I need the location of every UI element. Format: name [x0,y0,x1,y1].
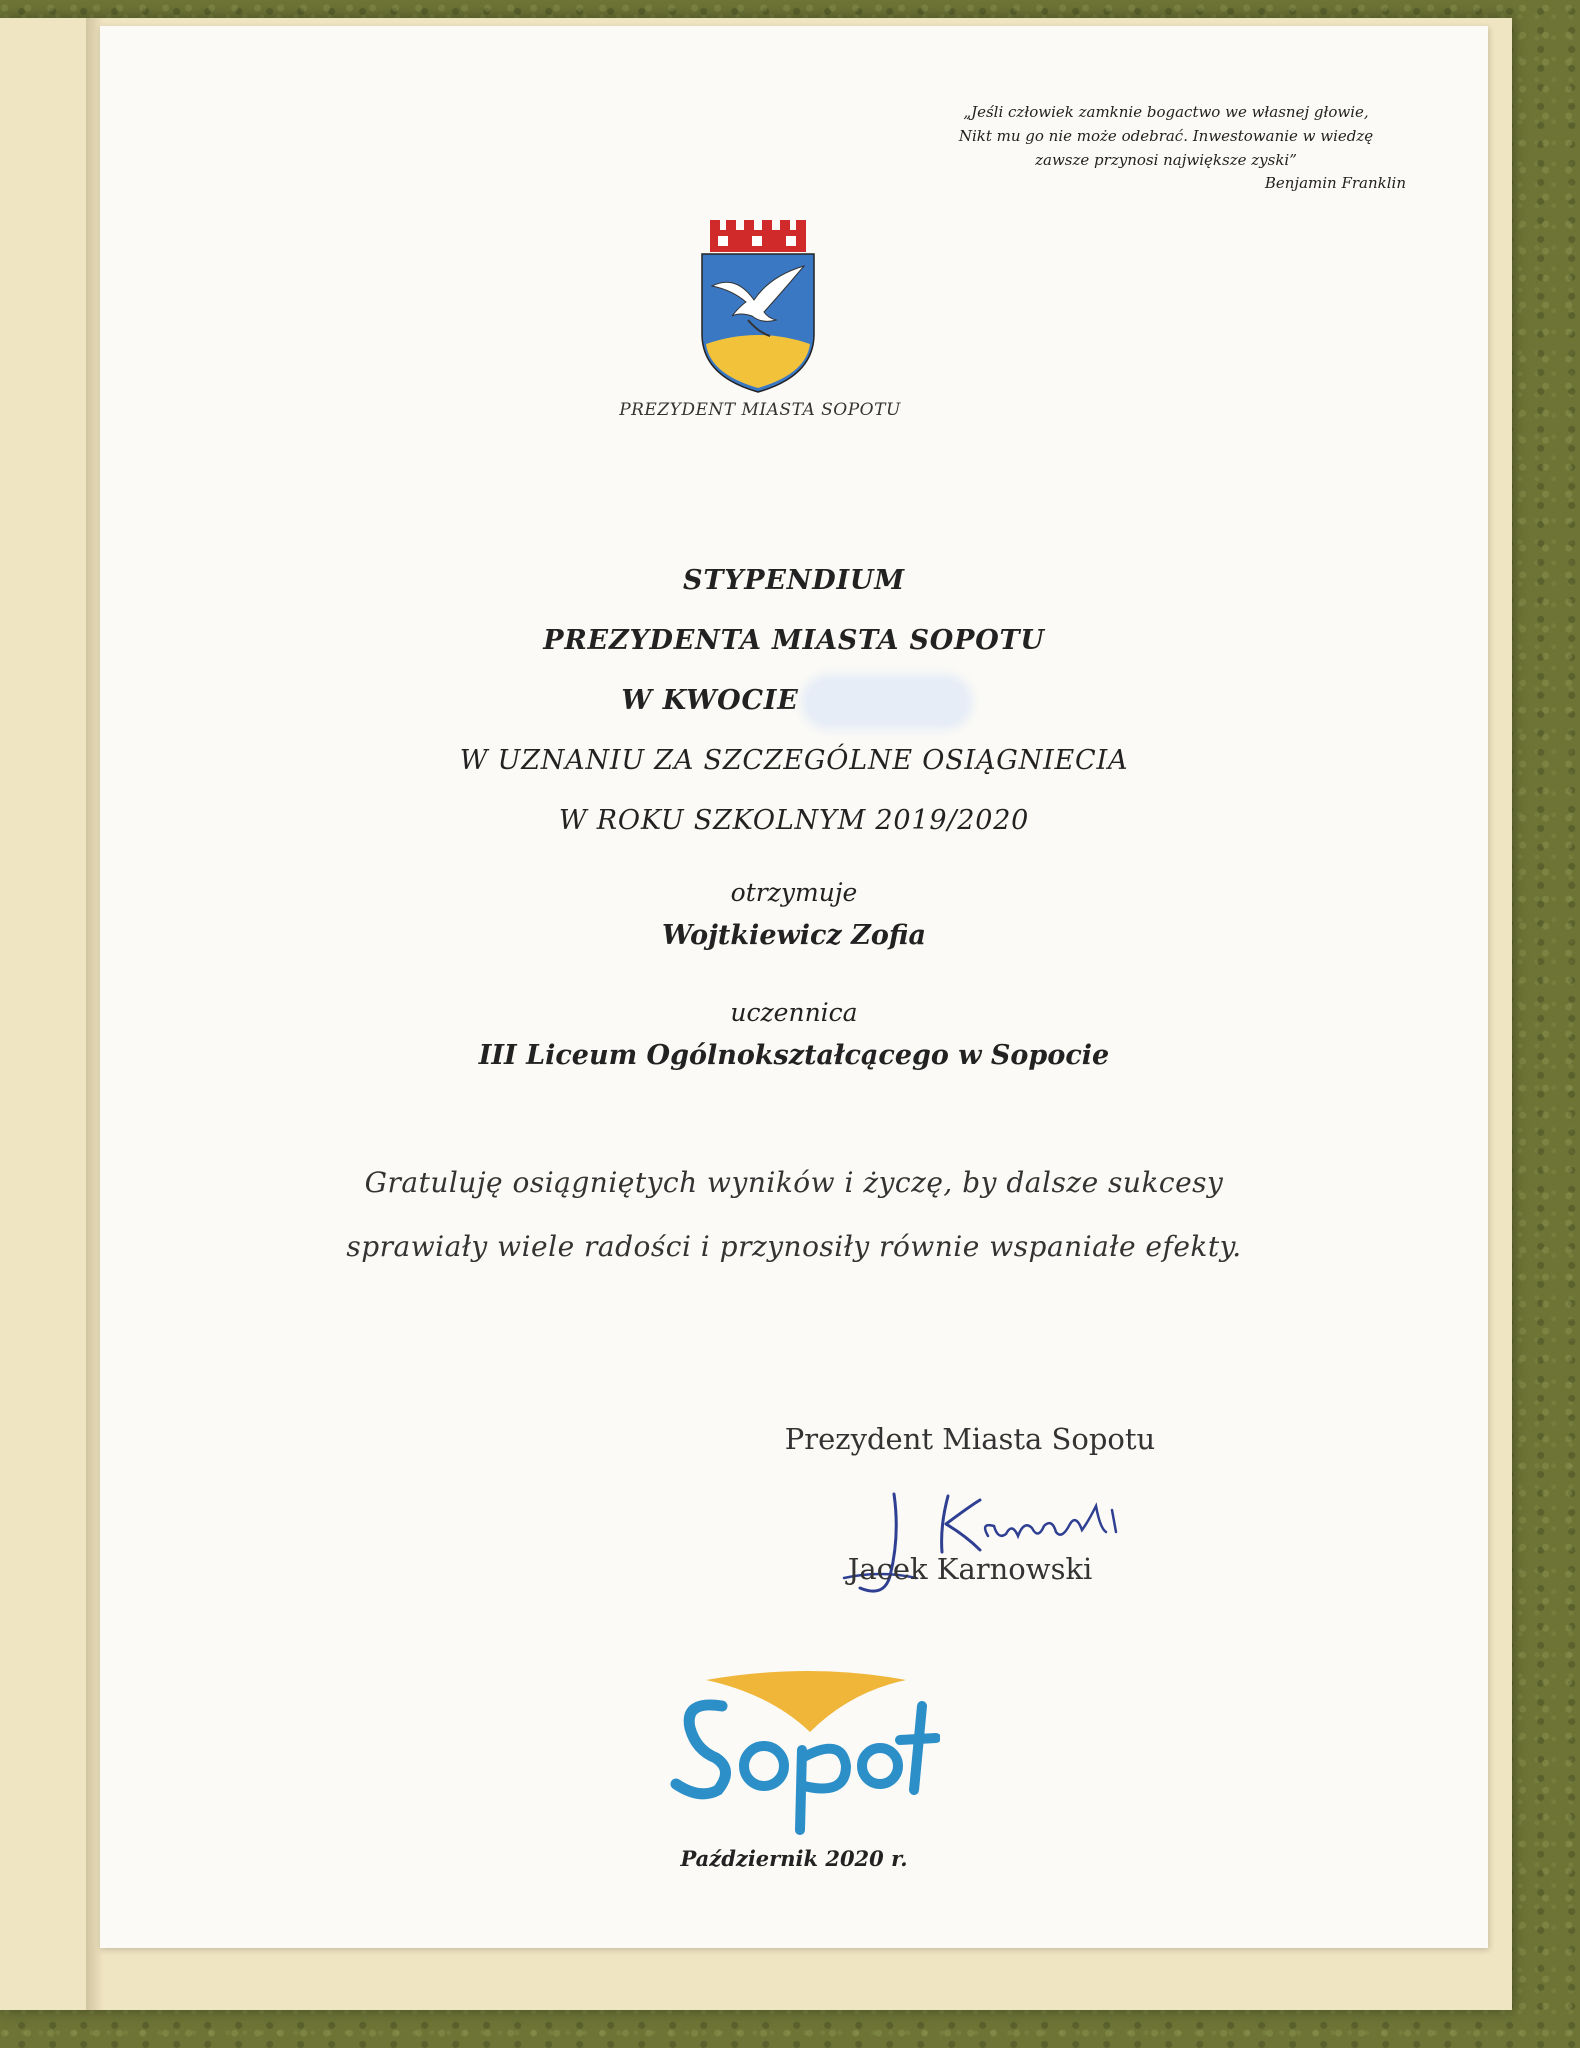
title-line-4: W UZNANIU ZA SZCZEGÓLNE OSIĄGNIECIA [459,745,1129,776]
sopot-logo-icon [660,1666,940,1836]
crest-caption: PREZYDENT MIASTA SOPOTU [619,400,901,420]
redacted-amount [807,680,967,724]
recipient-intro: otrzymuje [730,878,858,907]
title-line-2: PREZYDENTA MIASTA SOPOTU [543,625,1045,656]
recipient-role: uczennica [730,998,858,1027]
certificate-page [100,26,1488,1948]
recipient-name: Wojtkiewicz Zofia [661,920,927,951]
quote-line: Nikt mu go nie może odebrać. Inwestowanie w wiedzę [958,127,1374,145]
title-line-1: STYPENDIUM [683,565,905,596]
signatory-role: Prezydent Miasta Sopotu [784,1422,1156,1456]
sopot-coat-of-arms-icon [696,216,820,396]
quote-line: „Jeśli człowiek zamknie bogactwo we własnej głowie, [963,103,1369,121]
signatory-name: Jacek Karnowski [847,1552,1093,1586]
recipient-school: III Liceum Ogólnokształcącego w Sopocie [478,1040,1110,1071]
amount-label: W KWOCIE [621,685,799,716]
scholarship-title [100,551,1488,851]
title-line-5: W ROKU SZKOLNYM 2019/2020 [558,805,1030,836]
quote-line: zawsze przynosi największe zyski” [1035,151,1297,169]
wishes-line-1: Gratuluję osiągniętych wyników i życzę, by dalsze sukcesy [364,1166,1224,1199]
quote [926,100,1406,172]
title-line-3 [100,671,1488,731]
issue-date: Październik 2020 r. [680,1846,908,1871]
wishes-line-2: sprawiały wiele radości i przynosiły równie wspaniałe efekty. [346,1230,1242,1263]
quote-author: Benjamin Franklin [1264,174,1406,192]
handwritten-signature [820,1466,1140,1616]
